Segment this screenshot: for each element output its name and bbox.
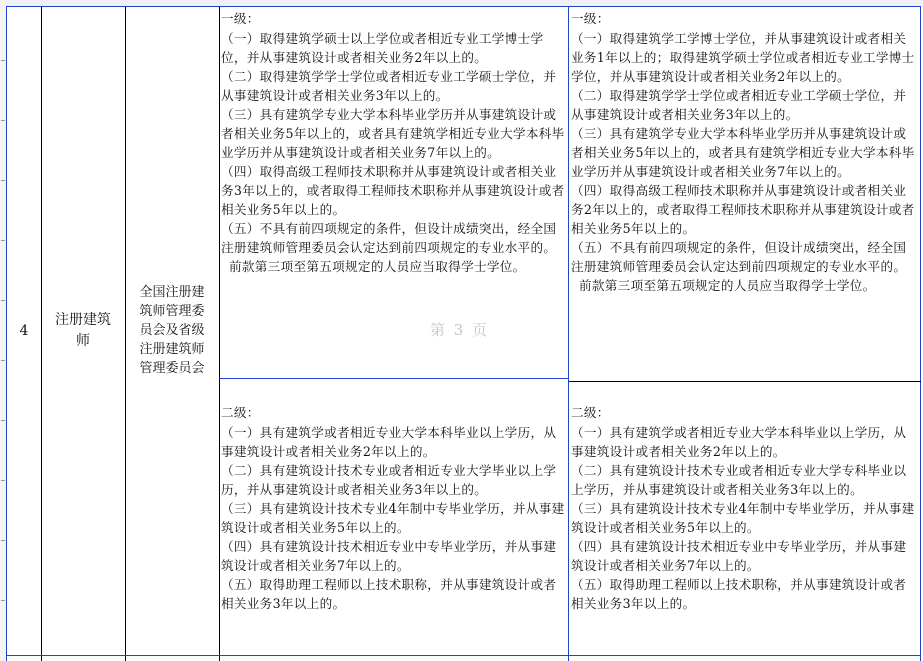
condition-item: （四）取得高级工程师技术职称并从事建筑设计或者相关业务3年以上的，或者取得工程师技术职称并从事建筑设计或者相关业务5年以上的。	[221, 164, 565, 217]
level-label: 二级：	[221, 405, 260, 420]
row-divider	[569, 381, 921, 382]
condition-item: （三）具有建筑设计技术专业4年制中专毕业学历，并从事建筑设计或者相关业务5年以上的。	[221, 501, 565, 535]
condition-item: （五）不具有前四项规定的条件，但设计成绩突出，经全国注册建筑师管理委员会认定达到前四项规定的专业水平的。	[221, 221, 557, 255]
row-number: 4	[19, 322, 29, 339]
condition-item: （二）取得建筑学学士学位或者相近专业工学硕士学位，并从事建筑设计或者相关业务3年以上的。	[221, 69, 557, 103]
condition-item: （三）具有建筑学专业大学本科毕业学历并从事建筑设计或者相关业务5年以上的，或者具有建筑学相近专业大学本科毕业学历并从事建筑设计或者相关业务7年以上的。	[221, 107, 565, 160]
condition-item: （五）取得助理工程师以上技术职称，并从事建筑设计或者相关业务3年以上的。	[571, 577, 907, 611]
condition-item: （四）取得高级工程师技术职称并从事建筑设计或者相关业务2年以上的，或者取得工程师技术职称并从事建筑设计或者相关业务5年以上的。	[571, 183, 915, 236]
row-divider	[219, 378, 569, 379]
qualification-title: 注册建筑 师	[55, 311, 111, 349]
table-border-bottom	[6, 655, 921, 656]
condition-item: （三）具有建筑设计技术专业4年制中专毕业学历，并从事建筑设计或者相关业务5年以上的。	[571, 501, 915, 535]
condition-item: （三）具有建筑学专业大学本科毕业学历并从事建筑设计或者相关业务5年以上的，或者具有建筑学相近专业大学本科毕业学历并从事建筑设计或者相关业务7年以上的。	[571, 126, 915, 179]
column-divider	[568, 6, 569, 661]
old-level1-conditions	[221, 9, 566, 377]
condition-note: 前款第三项至第五项规定的人员应当取得学士学位。	[229, 259, 526, 274]
column-divider	[219, 6, 220, 661]
condition-item: （五）取得助理工程师以上技术职称，并从事建筑设计或者相关业务3年以上的。	[221, 577, 557, 611]
condition-note: 前款第三项至第五项规定的人员应当取得学士学位。	[579, 278, 876, 293]
table-border-right	[920, 6, 921, 661]
level-label: 二级：	[571, 405, 610, 420]
condition-item: （一）取得建筑学硕士以上学位或者相近专业工学博士学位，并从事建筑设计或者相关业务2年以上的。	[221, 31, 544, 65]
issuing-authority: 全国注册建 筑师管理委 员会及省级 注册建筑师 管理委员会	[139, 285, 205, 376]
condition-item: （四）具有建筑设计技术相近专业中专毕业学历，并从事建筑设计或者相关业务7年以上的。	[571, 539, 907, 573]
new-level2-conditions	[571, 403, 918, 653]
condition-item: （二）具有建筑设计技术专业或者相近专业大学毕业以上学历，并从事建筑设计或者相关业务3年以上的。	[221, 463, 557, 497]
condition-item: （一）取得建筑学工学博士学位，并从事建筑设计或者相关业务1年以上的；取得建筑学硕士学位或者相近专业工学博士学位，并从事建筑设计或者相关业务2年以上的。	[571, 31, 915, 84]
condition-item: （一）具有建筑学或者相近专业大学本科毕业以上学历，从事建筑设计或者相关业务2年以上的。	[571, 425, 907, 459]
page-watermark: 第 3 页	[430, 321, 490, 339]
condition-item: （五）不具有前四项规定的条件，但设计成绩突出，经全国注册建筑师管理委员会认定达到前四项规定的专业水平的。	[571, 240, 907, 274]
old-level2-conditions	[221, 403, 566, 653]
table-border-top	[6, 6, 921, 7]
new-level1-conditions	[571, 9, 918, 379]
condition-item: （二）取得建筑学学士学位或者相近专业工学硕士学位，并从事建筑设计或者相关业务3年以上的。	[571, 88, 907, 122]
condition-item: （一）具有建筑学或者相近专业大学本科毕业以上学历，从事建筑设计或者相关业务2年以上的。	[221, 425, 557, 459]
level-label: 一级：	[221, 11, 260, 26]
condition-item: （四）具有建筑设计技术相近专业中专毕业学历，并从事建筑设计或者相关业务7年以上的。	[221, 539, 557, 573]
condition-item: （二）具有建筑设计技术专业或者相近专业大学专科毕业以上学历，并从事建筑设计或者相关业务3年以上的。	[571, 463, 907, 497]
level-label: 一级：	[571, 11, 610, 26]
